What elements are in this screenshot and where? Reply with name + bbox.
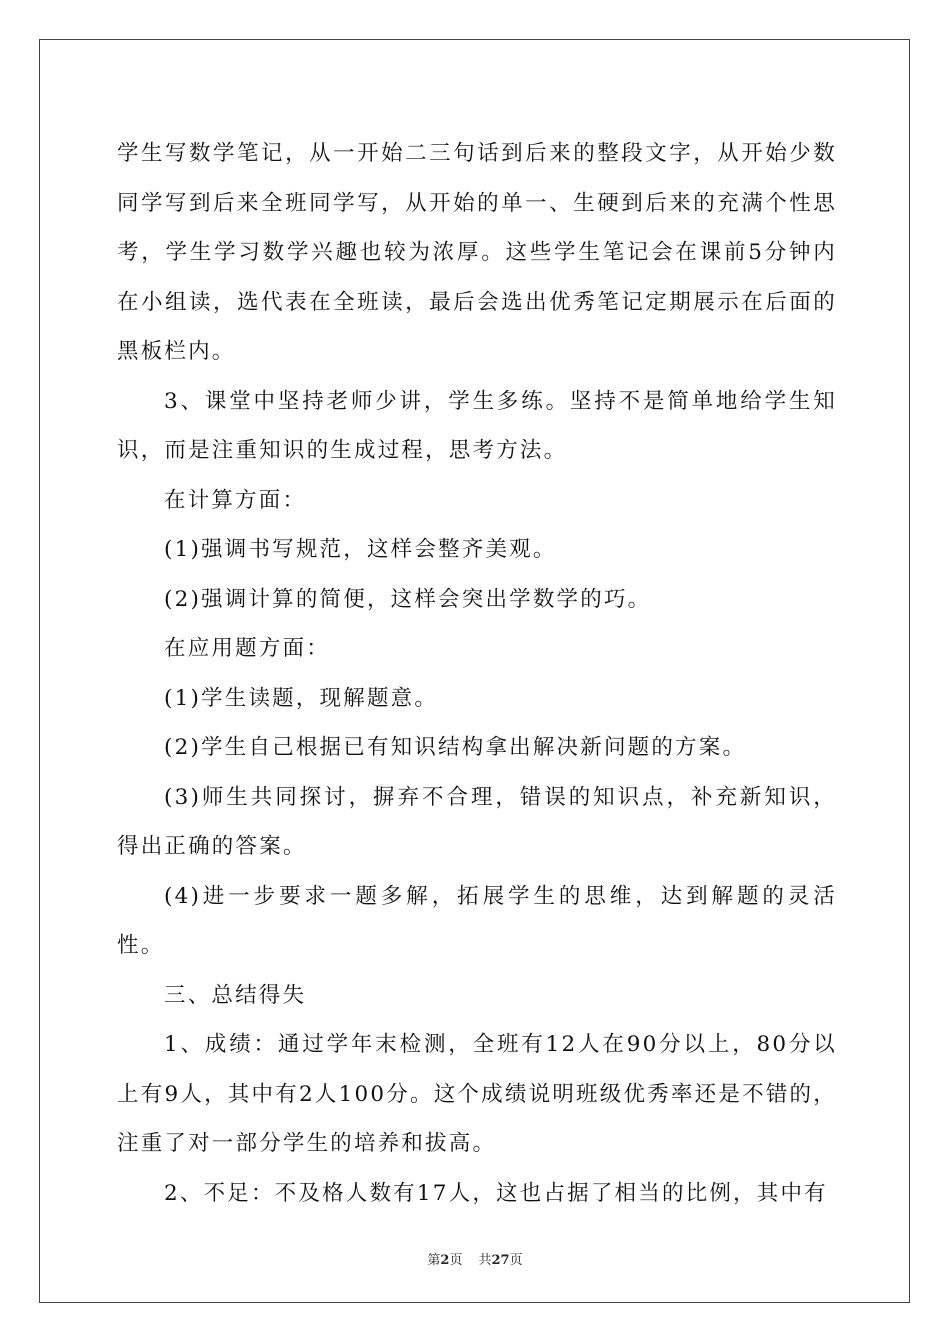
paragraph-5: (2)强调计算的简便，这样会突出学数学的巧。 [164,586,652,612]
paragraph-12: 1、成绩：通过学年末检测，全班有12人在90分以上，80分以上有9人，其中有2人100分。这个成绩说明班级优秀率还是不错的，注重了对一部分学生的培养和拔高。 [117,1032,837,1156]
paragraph-3: 在计算方面： [164,487,307,513]
total-prefix: 共 [478,1253,492,1268]
paragraph-6: 在应用题方面： [164,636,330,661]
paragraph-1: 学生写数学笔记，从一开始二三句话到后来的整段文字，从开始少数同学写到后来全班同学写，从开始的单一、生硬到后来的充满个性思考，学生学习数学兴趣也较为浓厚。这些学生笔记会在课前5分钟内在小组读，选代表在全班读，最后会选出优秀笔记定期展示在后面的黑板栏内。 [117,141,837,364]
total-pages: 27 [491,1253,510,1268]
page-footer [0,1249,950,1268]
paragraph-2: 3、课堂中坚持老师少讲，学生多练。坚持不是简单地给学生知识，而是注重知识的生成过程，思考方法。 [117,388,837,463]
paragraph-8: (2)学生自己根据已有知识结构拿出解决新问题的方案。 [164,735,747,760]
paragraph-7: (1)学生读题，现解题意。 [164,685,439,711]
page-suffix: 页 [449,1253,463,1268]
paragraph-13: 2、不足：不及格人数有17人，这也占据了相当的比例，其中有 [164,1180,828,1206]
page-number: 2 [440,1253,450,1268]
paragraph-4: (1)强调书写规范，这样会整齐美观。 [164,537,557,562]
paragraph-10: (4)进一步要求一题多解，拓展学生的思维，达到解题的灵活性。 [117,883,837,958]
page-prefix: 第 [427,1253,441,1268]
document-body [117,129,837,1218]
section-heading: 三、总结得失 [164,982,307,1008]
paragraph-9: (3)师生共同探讨，摒弃不合理，错误的知识点，补充新知识，得出正确的答案。 [117,784,837,859]
total-suffix: 页 [509,1253,523,1268]
